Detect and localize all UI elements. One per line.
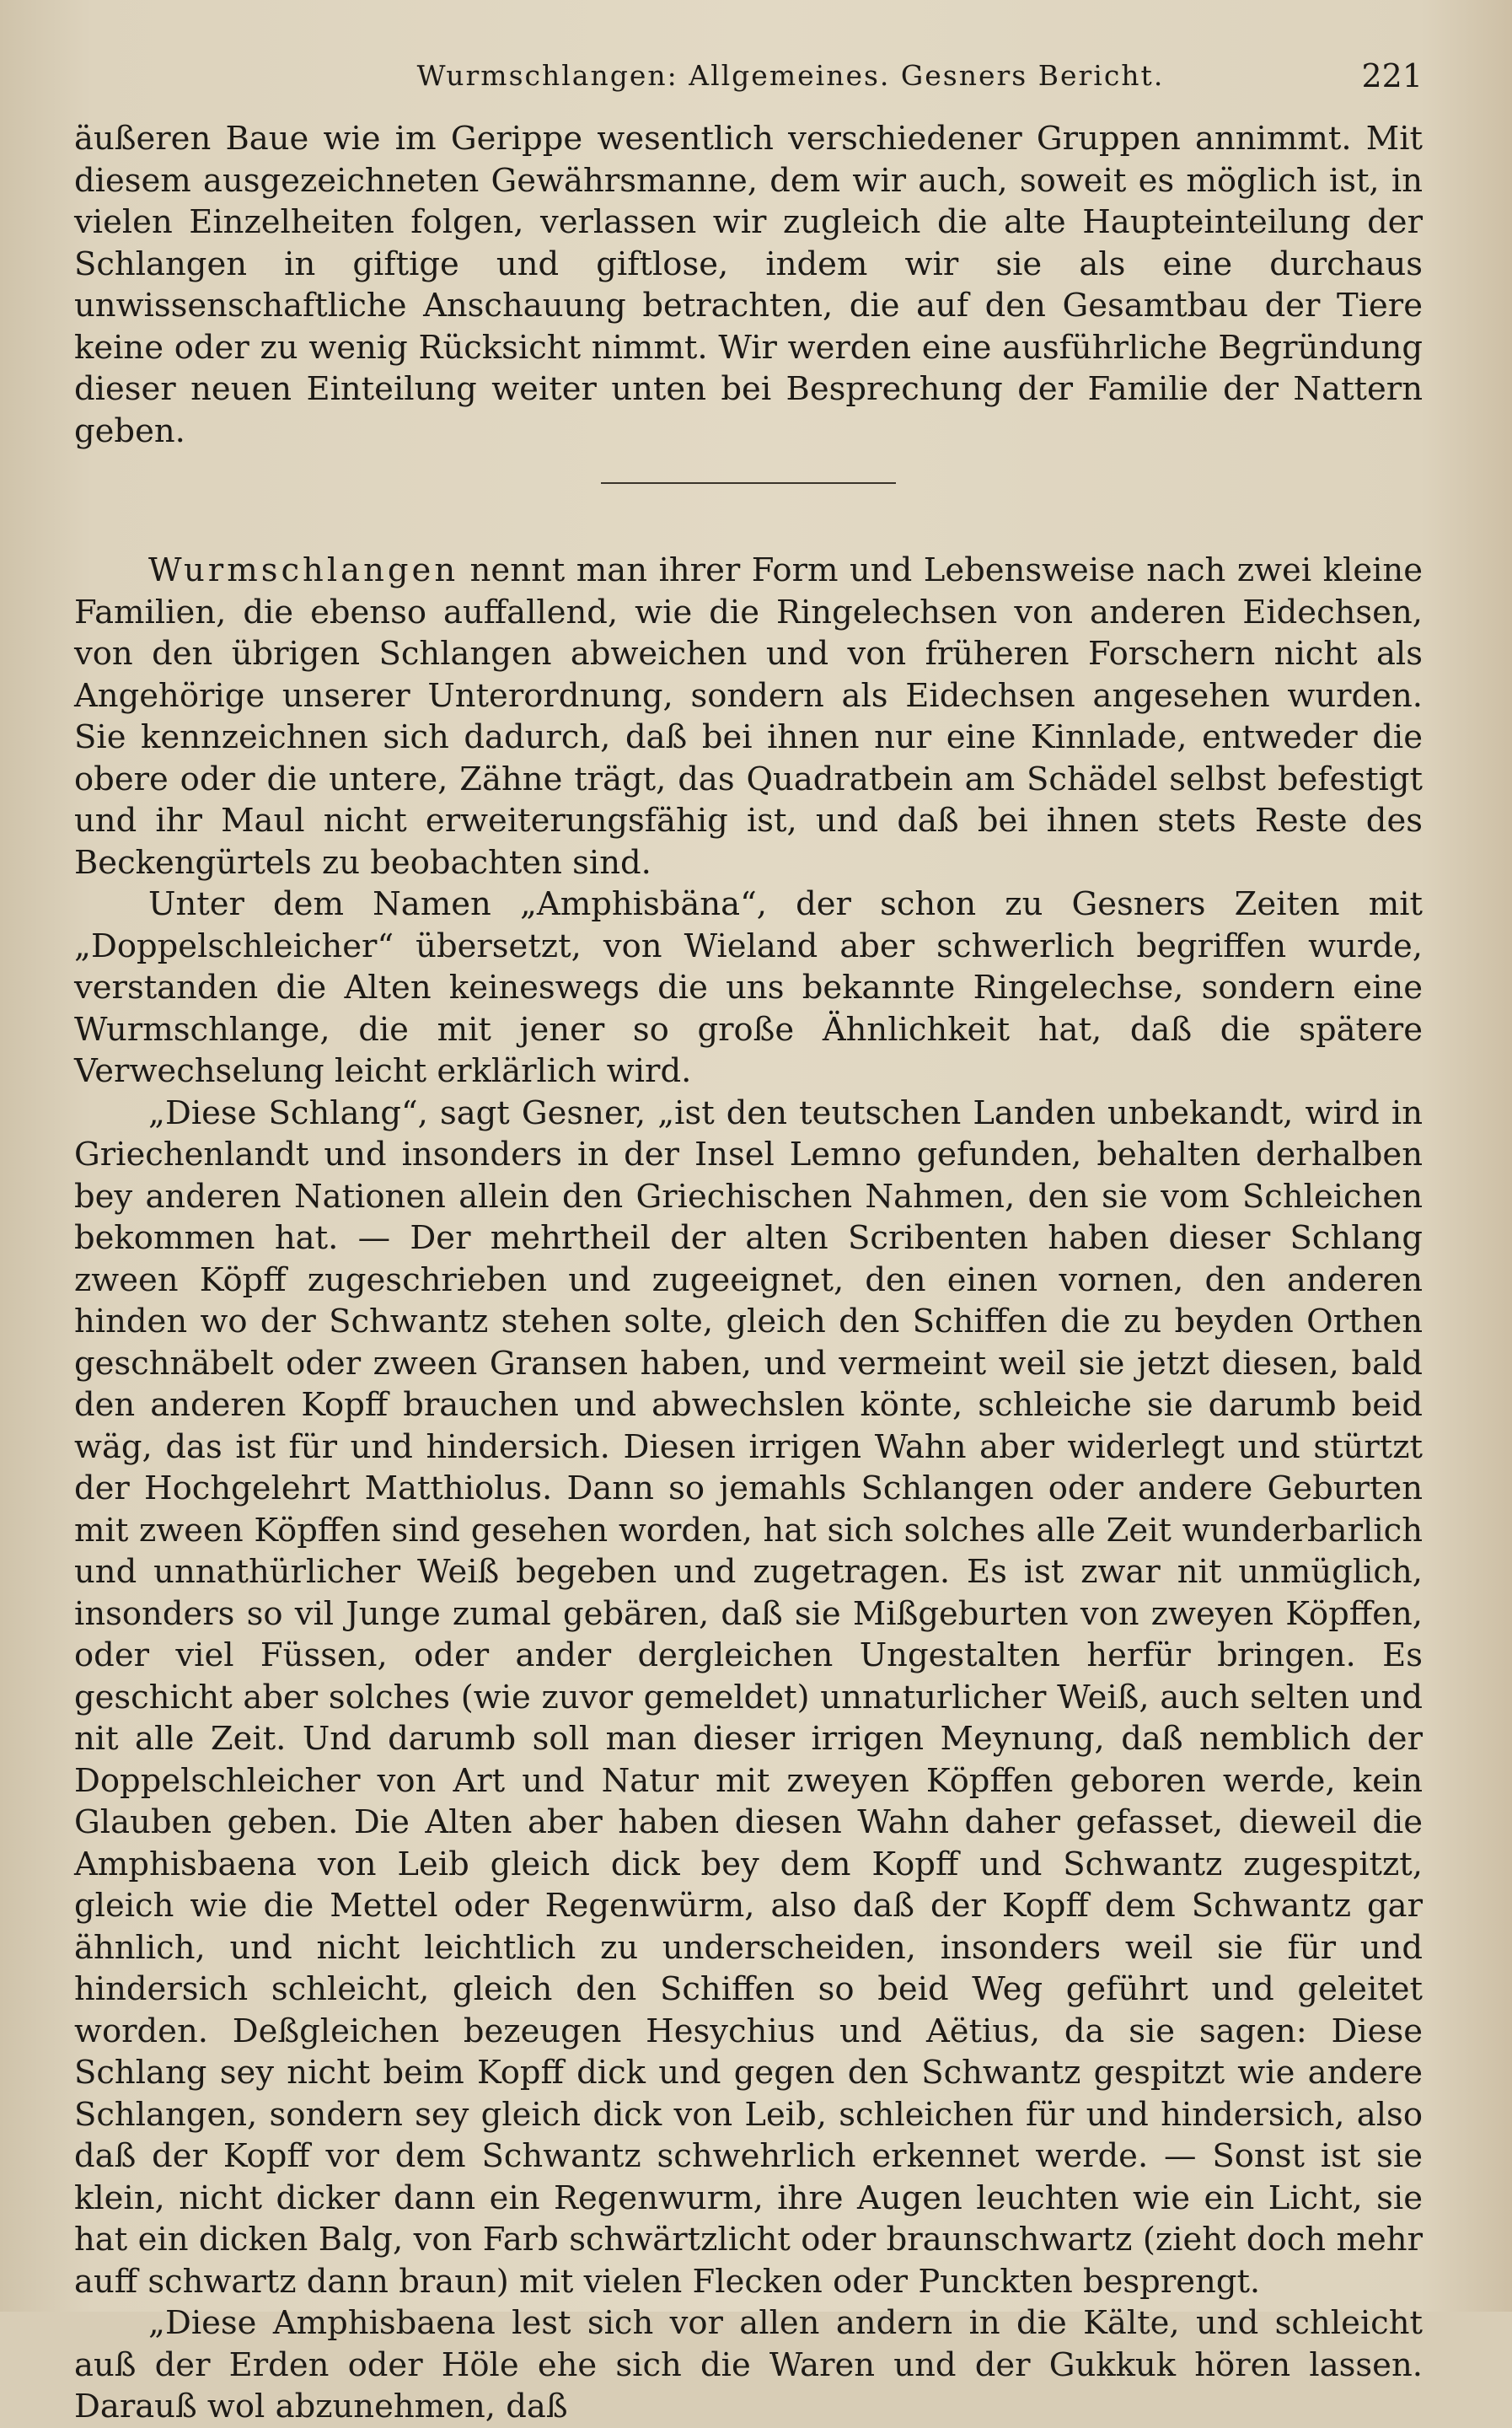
paragraph-gesner-quote-continued: „Diese Amphisbaena lest sich vor allen andern in die Kälte, und schleicht auß der Erden oder Höle ehe sich die Waren und der Gukkuk hören lassen. Darauß wol abzunehmen, daß: [74, 2304, 1423, 2425]
paragraph-amphisbaena-name: Unter dem Namen „Amphisbäna“, der schon zu Gesners Zeiten mit „Doppelschleicher“ übersetzt, von Wieland aber schwerlich begriffen wurde, verstanden die Alten keineswegs die uns bekannte Ringelechse, sondern eine Wurmschlange, die mit jener so große Ähnlichkeit hat, daß die spätere Verwechselung leicht erklärlich wird.: [74, 885, 1423, 1090]
paragraph-wurmschlangen-intro: [74, 550, 1423, 884]
page-number: 221: [1361, 57, 1423, 94]
page-header: [74, 52, 1423, 111]
page-body: [74, 118, 1423, 2428]
running-head: Wurmschlangen: Allgemeines. Gesners Bericht.: [416, 59, 1165, 92]
section-lead-term: Wurmschlangen: [148, 551, 459, 589]
paragraph-continuation: äußeren Baue wie im Gerippe wesentlich verschiedener Gruppen annimmt. Mit diesem ausgezeichneten Gewährsmanne, dem wir auch, soweit es möglich ist, in vielen Einzelheiten folgen, verlassen wir zugleich die alte Haupteinteilung der Schlangen in giftige und giftlose, indem wir sie als eine durchaus unwissenschaftliche Anschauung betrachten, die auf den Gesamtbau der Tiere keine oder zu wenig Rücksicht nimmt. Wir werden eine ausführliche Begründung dieser neuen Einteilung weiter unten bei Besprechung der Familie der Nattern geben.: [74, 120, 1423, 450]
paragraph-text: nennt man ihrer Form und Lebensweise nach zwei kleine Familien, die ebenso auffallend, wie die Ringelechsen von anderen Eidechsen, von den übrigen Schlangen abweichen und von früheren Forschern nicht als Angehörige unserer Unterordnung, sondern als Eidechsen angesehen wurden. Sie kennzeichnen sich dadurch, daß bei ihnen nur eine Kinnlade, entweder die obere oder die untere, Zähne trägt, das Quadratbein am Schädel selbst befestigt und ihr Maul nicht erweiterungsfähig ist, und daß bei ihnen stets Reste des Beckengürtels zu beobachten sind.: [74, 551, 1423, 882]
paragraph-gesner-quote: „Diese Schlang“, sagt Gesner, „ist den teutschen Landen unbekandt, wird in Griechenlandt und insonders in der Insel Lemno gefunden, behalten derhalben bey anderen Nationen allein den Griechischen Nahmen, den sie vom Schleichen bekommen hat. — Der mehrtheil der alten Scribenten haben dieser Schlang zween Köpff zugeschrieben und zugeeignet, den einen vornen, den anderen hinden wo der Schwantz stehen solte, gleich den Schiffen die zu beyden Orthen geschnäbelt oder zween Gransen haben, und vermeint weil sie jetzt diesen, bald den anderen Kopff brauchen und abwechslen könte, schleiche sie darumb beid wäg, das ist für und hindersich. Diesen irrigen Wahn aber widerlegt und stürtzt der Hochgelehrt Matthiolus. Dann so jemahls Schlangen oder andere Geburten mit zween Köpffen sind gesehen worden, hat sich solches alle Zeit wunderbarlich und unnathürlicher Weiß begeben und zugetragen. Es ist zwar nit unmüglich, insonders so vil Junge zumal gebären, daß sie Mißgeburten von zweyen Köpffen, oder viel Füssen, oder ander dergleichen Ungestalten herfür bringen. Es geschicht aber solches (wie zuvor gemeldet) unnaturlicher Weiß, auch selten und nit alle Zeit. Und darumb soll man dieser irrigen Meynung, daß nemblich der Doppelschleicher von Art und Natur mit zweyen Köpffen geboren werde, kein Glauben geben. Die Alten aber haben diesen Wahn daher gefasset, dieweil die Amphisbaena von Leib gleich dick bey dem Kopff und Schwantz zugespitzt, gleich wie die Mettel oder Regenwürm, also daß der Kopff dem Schwantz gar ähnlich, und nicht leichtlich zu underscheiden, insonders weil sie für und hindersich schleicht, gleich den Schiffen so beid Weg geführt und geleitet worden. Deßgleichen bezeugen Hesychius und Aëtius, da sie sagen: Diese Schlang sey nicht beim Kopff dick und gegen den Schwantz gespitzt wie andere Schlangen, sondern sey gleich dick von Leib, schleichen für und hindersich, also daß der Kopff vor dem Schwantz schwehrlich erkennet werde. — Sonst ist sie klein, nicht dicker dann ein Regenwurm, ihre Augen leuchten wie ein Licht, sie hat ein dicken Balg, von Farb schwärtzlicht oder braunschwartz (zieht doch mehr auff schwartz dann braun) mit vielen Flecken oder Punckten besprengt.: [74, 1093, 1423, 2301]
section-divider: [601, 482, 896, 484]
